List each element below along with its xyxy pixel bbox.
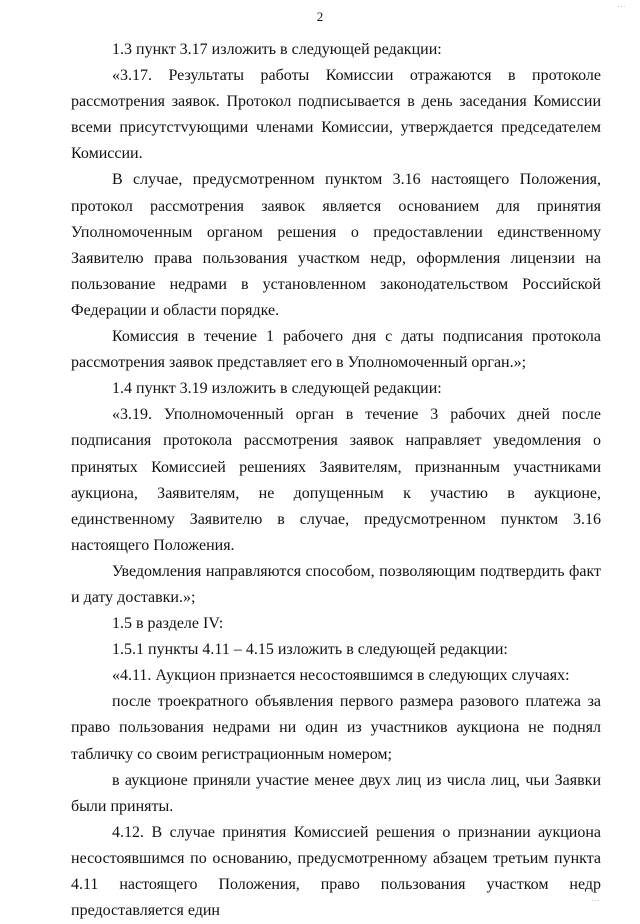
document-body [71,37,601,924]
paragraph: «3.19. Уполномоченный орган в течение 3 рабочих дней после подписания протокола рассмотрения заявок направляет уведомления о принятых Комиссией решениях Заявителям, признанным участниками аукциона, Заявителям, не допущенным к участию в аукционе, единственному Заявителю в случае, предусмотренном пунктом 3.16 настоящего Положения. [71,406,601,554]
paragraph: после троекратного объявления первого размера разового платежа за право пользования недрами ни один из участников аукциона не поднял табличку со своим регистрационным номером; [71,693,601,763]
paragraph: Комиссия в течение 1 рабочего дня с даты подписания протокола рассмотрения заявок представляет его в Уполномоченный орган.»; [71,328,601,372]
corner-mark-top: ... [617,1,626,9]
paragraph: В случае, предусмотренном пунктом 3.16 настоящего Положения, протокол рассмотрения заявок является основанием для принятия Уполномоченным органом решения о предоставлении единственному Заявителю права пользования участком недр, оформления лицензии на пользование недрами в установленном законодательством Российской Федерации и области порядке. [71,171,601,319]
paragraph: 1.3 пункт 3.17 изложить в следующей редакции: [112,41,442,58]
paragraph: в аукционе приняли участие менее двух лиц из числа лиц, чьи Заявки были приняты. [71,771,601,815]
paragraph: «4.11. Аукцион признается несостоявшимся в следующих случаях: [112,667,570,685]
paragraph: 1.5.1 пункты 4.11 – 4.15 изложить в следующей редакции: [112,641,508,659]
corner-mark-bottom: ... [591,895,600,903]
paragraph: 1.5 в разделе IV: [112,615,224,633]
paragraph: 1.4 пункт 3.19 изложить в следующей редакции: [112,380,442,398]
page-number: 2 [316,9,324,24]
paragraph: 4.12. В случае принятия Комиссией решения о признании аукциона несостоявшимся по основанию, предусмотренному абзацем третьим пункта 4.11 настоящего Положения, право пользования участком недр предоставляется един [71,823,601,920]
paragraph: «3.17. Результаты работы Комиссии отражаются в протоколе рассмотрения заявок. Протокол подписывается в день заседания Комиссии всеми присутстvующими членами Комиссии, утверждается председателем Комиссии. [71,67,601,163]
paragraph: Уведомления направляются способом, позволяющим подтвердить факт и дату доставки.»; [71,562,601,606]
